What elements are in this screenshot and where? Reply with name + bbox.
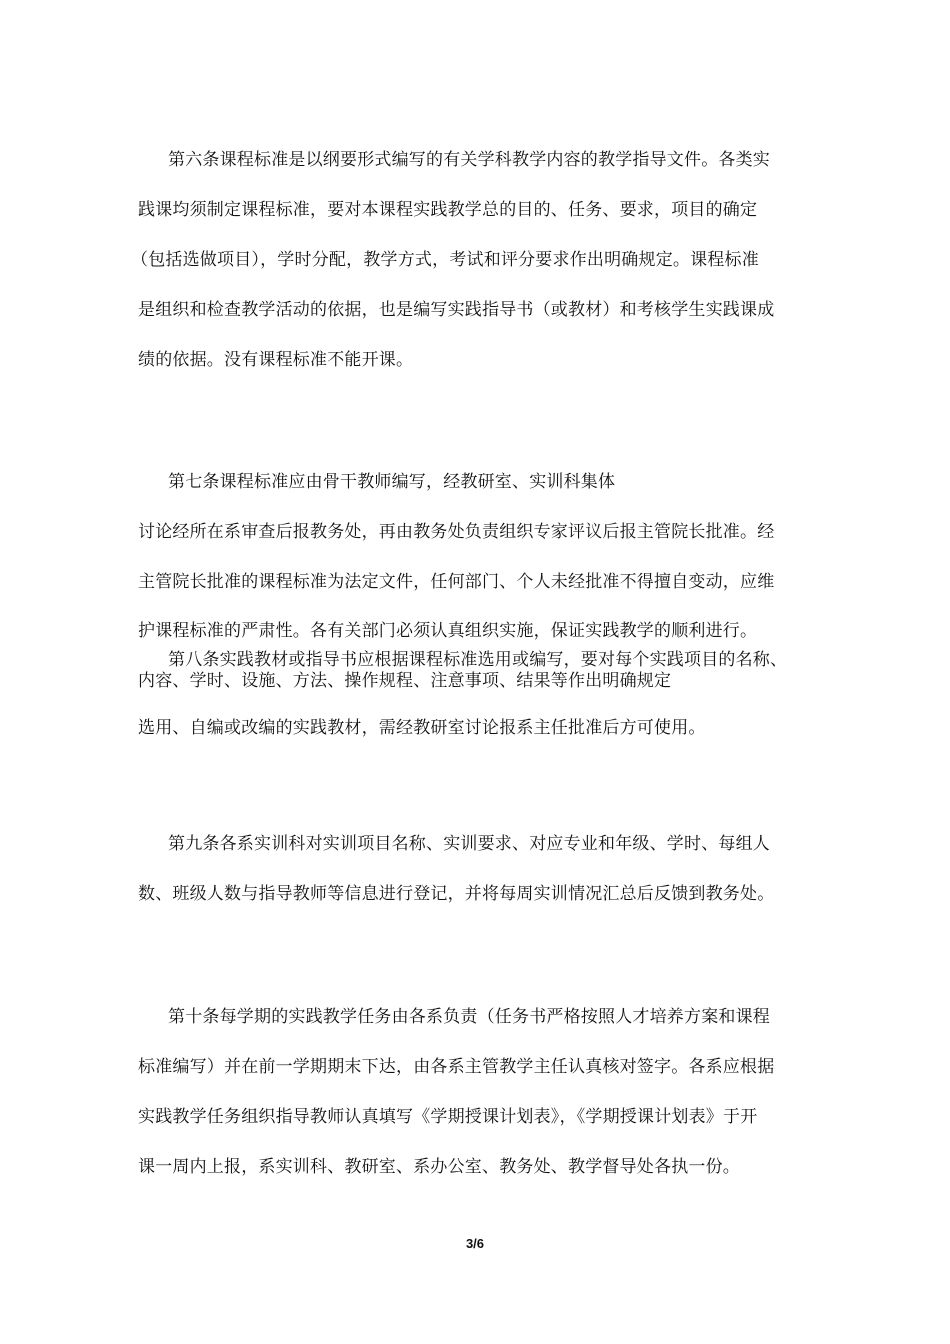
- article-8-line-1: 第八条实践教材或指导书应根据课程标准选用或编写，要对每个实践项目的名称、: [168, 650, 788, 670]
- article-7-line-3: 主管院长批准的课程标准为法定文件，任何部门、个人未经批准不得擅自变动，应维: [138, 572, 775, 592]
- article-10-line-4: 课一周内上报，系实训科、教研室、系办公室、教务处、教学督导处各执一份。: [138, 1157, 740, 1177]
- article-6-line-4: 是组织和检查教学活动的依据，也是编写实践指导书（或教材）和考核学生实践课成: [138, 300, 775, 320]
- article-10-line-3: 实践教学任务组织指导教师认真填写《学期授课计划表》，《学期授课计划表》于开: [138, 1107, 758, 1127]
- article-6-line-2: 践课均须制定课程标准，要对本课程实践教学总的目的、任务、要求，项目的确定: [138, 200, 758, 220]
- article-6-line-3: （包括选做项目），学时分配，教学方式，考试和评分要求作出明确规定。课程标准: [131, 250, 759, 270]
- page-number: 3/6: [465, 1236, 485, 1251]
- article-8-line-3: 选用、自编或改编的实践教材，需经教研室讨论报系主任批准后方可使用。: [138, 718, 706, 738]
- article-7-line-2: 讨论经所在系审查后报教务处，再由教务处负责组织专家评议后报主管院长批准。经: [138, 522, 775, 542]
- article-6-line-5: 绩的依据。没有课程标准不能开课。: [138, 350, 414, 370]
- article-6-line-1: 第六条课程标准是以纲要形式编写的有关学科教学内容的教学指导文件。各类实: [168, 150, 770, 170]
- article-9-line-1: 第九条各系实训科对实训项目名称、实训要求、对应专业和年级、学时、每组人: [168, 834, 770, 854]
- article-9-line-2: 数、班级人数与指导教师等信息进行登记，并将每周实训情况汇总后反馈到教务处。: [138, 884, 775, 904]
- article-7-line-1: 第七条课程标准应由骨干教师编写，经教研室、实训科集体: [168, 472, 616, 492]
- article-8-line-2: 内容、学时、设施、方法、操作规程、注意事项、结果等作出明确规定: [138, 671, 672, 691]
- article-10-line-1: 第十条每学期的实践教学任务由各系负责（任务书严格按照人才培养方案和课程: [168, 1007, 770, 1027]
- article-10-line-2: 标准编写）并在前一学期期末下达，由各系主管教学主任认真核对签字。各系应根据: [138, 1057, 775, 1077]
- article-7-line-4: 护课程标准的严肃性。各有关部门必须认真组织实施，保证实践教学的顺利进行。: [138, 621, 758, 641]
